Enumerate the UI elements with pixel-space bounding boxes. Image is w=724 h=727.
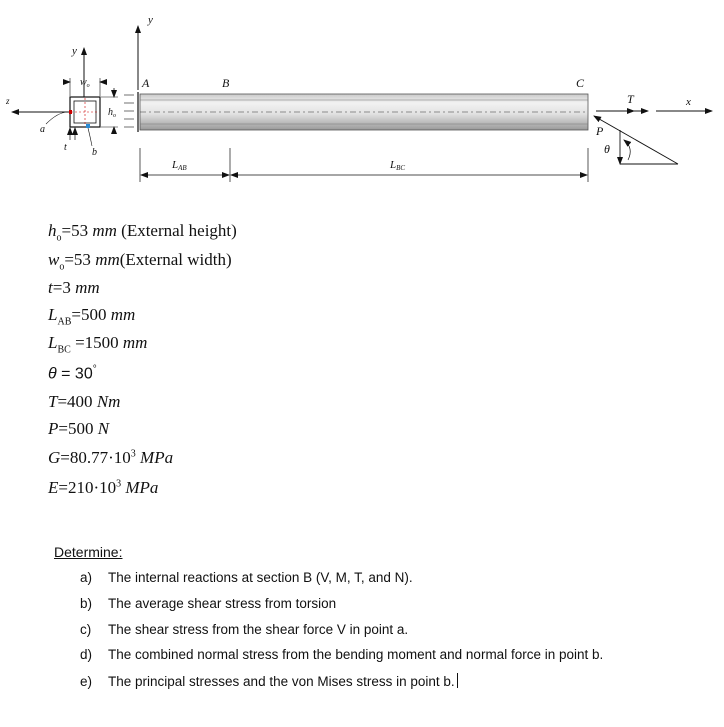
theta-label: θ: [604, 142, 610, 156]
task-letter: e): [80, 674, 93, 689]
given-T: T=400 Nm: [48, 392, 121, 411]
task-text: The combined normal stress from the bending moment and normal force in point b.: [108, 647, 604, 662]
cross-section: [5, 45, 118, 158]
given-theta: θ = 30°: [48, 364, 97, 383]
point-a-marker: [69, 110, 72, 114]
force-P: [594, 116, 678, 164]
tasks-title: Determine:: [54, 544, 123, 560]
dim-LBC-label: LBC: [390, 159, 406, 172]
task-letter: d): [80, 647, 93, 662]
thickness-label: t: [64, 142, 67, 153]
given-ho: $h_o=53$ mm (External height): [48, 221, 237, 244]
dimension-lines: [140, 148, 588, 182]
given-t: t=3 mm: [48, 278, 100, 297]
text-caret: [457, 673, 458, 688]
beam-diagram: [0, 0, 724, 200]
task-letter: c): [80, 622, 92, 637]
task-letter: b): [80, 596, 93, 611]
label-B: B: [222, 76, 230, 90]
given-G: $G=80.77\cdot 10^3$ MPa: [48, 448, 174, 467]
task-text: The internal reactions at section B (V, M, T, and N).: [108, 570, 413, 585]
task-text: The average shear stress from torsion: [108, 596, 337, 611]
force-label: P: [596, 124, 604, 138]
section-w-label: $w_o$: [80, 77, 90, 89]
point-b-marker: [86, 124, 90, 128]
section-z-label: z: [6, 96, 10, 106]
task-item-d: [80, 647, 603, 662]
section-h-label: $h_o$: [108, 107, 116, 119]
fixed-support: [124, 92, 138, 132]
given-P: P=500 N: [48, 419, 110, 438]
given-LAB: $L_{AB}=500$ mm: [48, 305, 136, 328]
point-b-label: b: [92, 147, 97, 158]
given-wo: $w_o=53$ mm(External width): [48, 250, 232, 273]
label-A: A: [142, 76, 150, 90]
given-E: $E=210\cdot 10^3$ MPa: [48, 478, 159, 497]
task-item-e: [80, 673, 458, 689]
torque-T: [596, 92, 648, 111]
beam: [140, 94, 588, 130]
task-letter: a): [80, 570, 93, 585]
task-item-b: [80, 596, 336, 611]
section-y-label: y: [72, 45, 77, 57]
torque-label: T: [627, 92, 634, 106]
global-x-label: x: [686, 96, 691, 108]
task-text: The shear stress from the shear force V in point a.: [108, 622, 409, 637]
label-C: C: [576, 76, 585, 90]
given-LBC: $L_{BC} =1500$ mm: [48, 333, 148, 356]
point-a-label: a: [40, 124, 45, 135]
task-text[interactable]: The principal stresses and the von Mises stress in point b.: [108, 674, 455, 689]
task-item-a: [80, 570, 413, 585]
task-item-c: [80, 622, 408, 637]
global-y-label: y: [148, 14, 153, 26]
dim-LAB-label: LAB: [172, 159, 187, 172]
